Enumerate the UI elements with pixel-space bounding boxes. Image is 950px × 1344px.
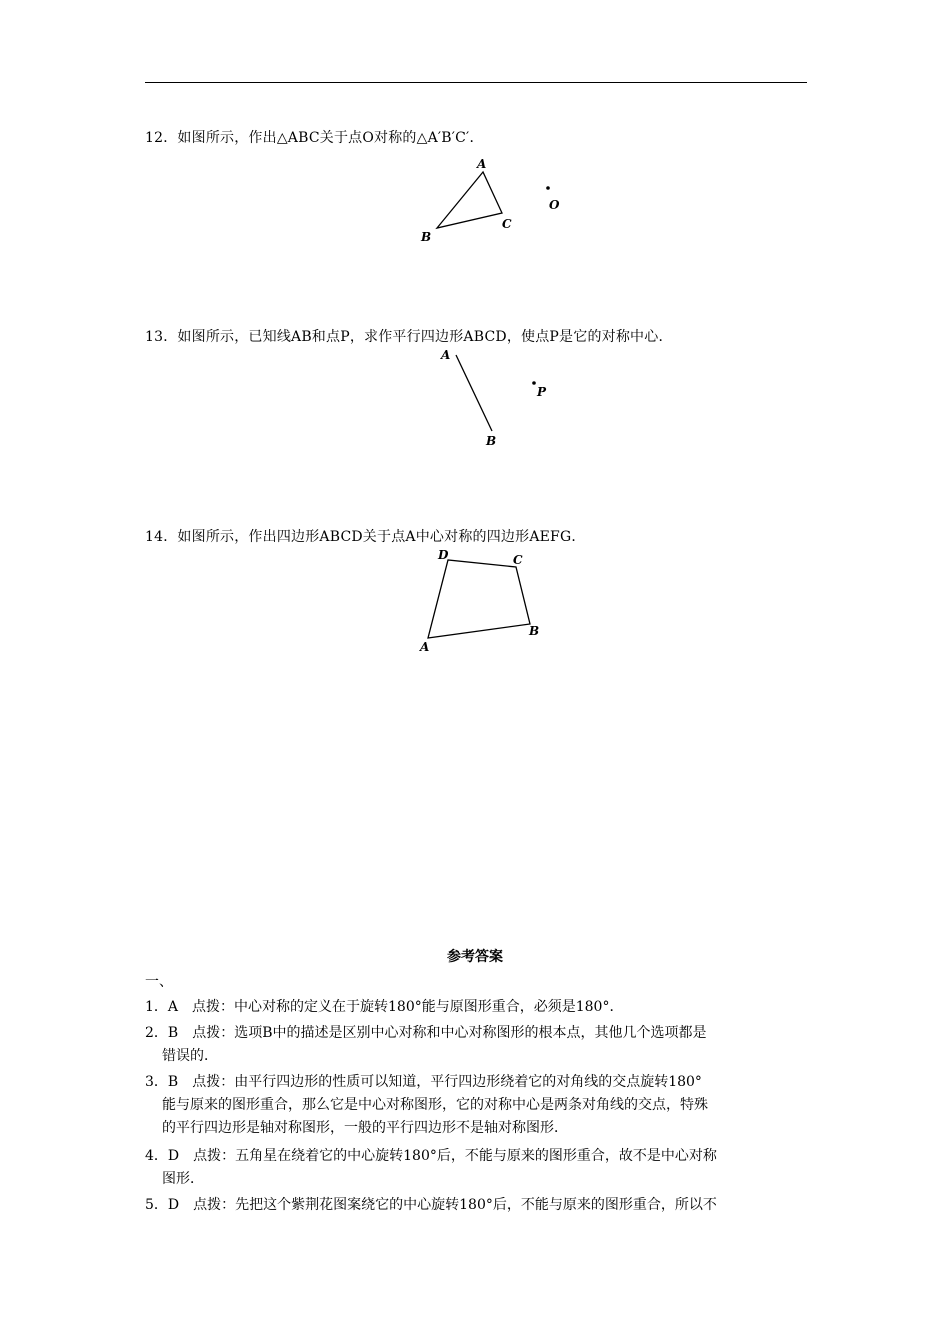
figure-12-triangle <box>410 155 570 250</box>
question-12: 12．如图所示，作出△ABC关于点O对称的△A′B′C′． <box>145 130 484 146</box>
answer-line: 能与原来的图形重合，那么它是中心对称图形，它的对称中心是两条对角线的交点，特殊 <box>162 1097 708 1113</box>
point-p <box>532 381 536 385</box>
header-rule <box>145 82 807 83</box>
label-d: D <box>438 548 449 562</box>
question-14: 14．如图所示，作出四边形ABCD关于点A中心对称的四边形AEFG． <box>145 529 586 545</box>
label-c: C <box>513 553 523 567</box>
answer-line: 5．D 点拨：先把这个紫荆花图案绕它的中心旋转180°后，不能与原来的图形重合，所以不 <box>145 1197 717 1213</box>
answer-line: 4．D 点拨：五角星在绕着它的中心旋转180°后，不能与原来的图形重合，故不是中心对称 <box>145 1148 717 1164</box>
label-b: B <box>486 434 497 448</box>
label-c: C <box>502 217 512 231</box>
label-p: P <box>537 385 547 399</box>
segment-ab <box>456 355 492 431</box>
label-b: B <box>421 230 432 244</box>
figure-13-segment <box>430 345 560 450</box>
answers-section-label: 一、 <box>145 974 173 990</box>
answers-title: 参考答案 <box>447 949 503 965</box>
answer-line: 错误的． <box>162 1048 218 1064</box>
label-a: A <box>441 348 451 362</box>
answer-line: 的平行四边形是轴对称图形，一般的平行四边形不是轴对称图形． <box>162 1120 568 1136</box>
answer-5 <box>145 1194 810 1217</box>
answer-line: 2．B 点拨：选项B中的描述是区别中心对称和中心对称图形的根本点，其他几个选项都是 <box>145 1025 707 1041</box>
label-o: O <box>549 198 560 212</box>
label-a: A <box>420 640 430 654</box>
point-o <box>546 186 550 190</box>
quadrilateral-abcd <box>428 560 530 638</box>
answer-4 <box>145 1145 810 1191</box>
answer-3 <box>145 1071 810 1140</box>
label-a: A <box>477 157 487 171</box>
answer-line: 3．B 点拨：由平行四边形的性质可以知道，平行四边形绕着它的对角线的交点旋转180° <box>145 1074 702 1090</box>
answer-line: 1．A 点拨：中心对称的定义在于旋转180°能与原图形重合，必须是180°． <box>145 999 624 1015</box>
answer-line: 图形． <box>162 1171 204 1187</box>
answer-1 <box>145 996 810 1019</box>
triangle-abc <box>437 172 502 228</box>
question-13: 13．如图所示，已知线AB和点P，求作平行四边形ABCD，使点P是它的对称中心． <box>145 329 673 345</box>
figure-14-quadrilateral <box>415 545 550 655</box>
answer-2 <box>145 1022 810 1068</box>
label-b: B <box>529 624 540 638</box>
